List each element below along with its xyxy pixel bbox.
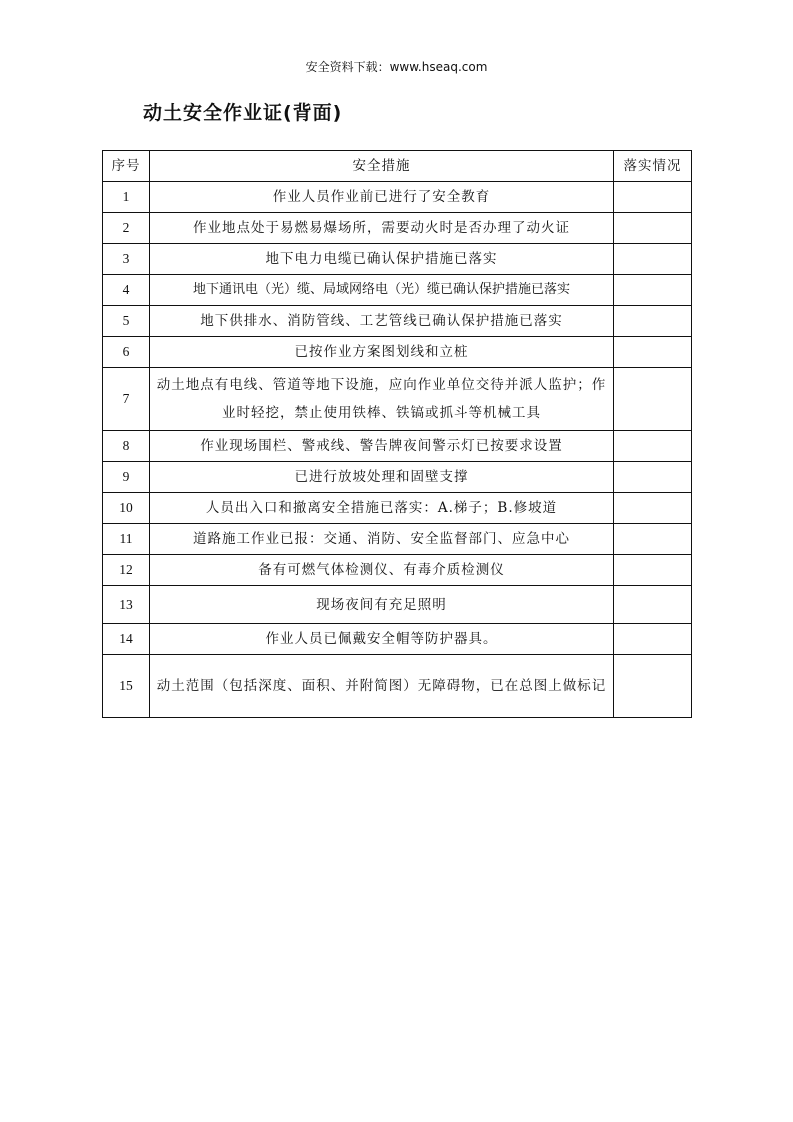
row-status-cell[interactable]	[614, 493, 692, 524]
row-number: 9	[103, 462, 150, 493]
document-title: 动土安全作业证(背面)	[143, 102, 343, 124]
row-number: 6	[103, 337, 150, 368]
table-row	[103, 368, 692, 431]
row-status-cell[interactable]	[614, 586, 692, 624]
row-measure: 作业地点处于易燃易爆场所，需要动火时是否办理了动火证	[150, 213, 614, 244]
table-row	[103, 306, 692, 337]
row-measure: 动土范围（包括深度、面积、并附简图）无障碍物，已在总图上做标记	[150, 655, 614, 718]
row-measure: 已进行放坡处理和固壁支撑	[150, 462, 614, 493]
page-header: 安全资料下载：www.hseaq.com	[305, 60, 488, 74]
row-number: 10	[103, 493, 150, 524]
row-status-cell[interactable]	[614, 431, 692, 462]
row-number: 3	[103, 244, 150, 275]
table-row	[103, 624, 692, 655]
table-row	[103, 244, 692, 275]
row-status-cell[interactable]	[614, 555, 692, 586]
row-measure: 作业人员作业前已进行了安全教育	[150, 182, 614, 213]
row-measure: 地下通讯电（光）缆、局域网络电（光）缆已确认保护措施已落实	[150, 275, 614, 306]
row-status-cell[interactable]	[614, 244, 692, 275]
row-measure: 作业人员已佩戴安全帽等防护器具。	[150, 624, 614, 655]
table-row	[103, 431, 692, 462]
table-row	[103, 555, 692, 586]
table-row	[103, 462, 692, 493]
row-number: 14	[103, 624, 150, 655]
row-status-cell[interactable]	[614, 624, 692, 655]
row-number: 1	[103, 182, 150, 213]
table-row	[103, 524, 692, 555]
row-number: 12	[103, 555, 150, 586]
row-measure: 地下电力电缆已确认保护措施已落实	[150, 244, 614, 275]
column-header-measure: 安全措施	[150, 151, 614, 182]
row-number: 13	[103, 586, 150, 624]
table-row	[103, 275, 692, 306]
row-number: 5	[103, 306, 150, 337]
row-measure: 现场夜间有充足照明	[150, 586, 614, 624]
row-measure: 道路施工作业已报：交通、消防、安全监督部门、应急中心	[150, 524, 614, 555]
table-row	[103, 337, 692, 368]
row-status-cell[interactable]	[614, 275, 692, 306]
column-header-status: 落实情况	[614, 151, 692, 182]
table-row	[103, 493, 692, 524]
row-number: 8	[103, 431, 150, 462]
table-row	[103, 182, 692, 213]
row-measure: 已按作业方案图划线和立桩	[150, 337, 614, 368]
column-header-number: 序号	[103, 151, 150, 182]
row-number: 7	[103, 368, 150, 431]
row-status-cell[interactable]	[614, 306, 692, 337]
row-status-cell[interactable]	[614, 182, 692, 213]
table-row	[103, 586, 692, 624]
row-status-cell[interactable]	[614, 337, 692, 368]
row-status-cell[interactable]	[614, 213, 692, 244]
table-row	[103, 213, 692, 244]
row-status-cell[interactable]	[614, 655, 692, 718]
row-measure: 人员出入口和撤离安全措施已落实：A.梯子；B.修坡道	[150, 493, 614, 524]
safety-measures-table	[102, 150, 692, 718]
row-measure: 作业现场围栏、警戒线、警告牌夜间警示灯已按要求设置	[150, 431, 614, 462]
row-number: 4	[103, 275, 150, 306]
row-measure: 备有可燃气体检测仪、有毒介质检测仪	[150, 555, 614, 586]
row-number: 15	[103, 655, 150, 718]
row-status-cell[interactable]	[614, 462, 692, 493]
row-measure: 动土地点有电线、管道等地下设施，应向作业单位交待并派人监护；作业时轻挖，禁止使用铁棒、铁镐或抓斗等机械工具	[150, 368, 614, 431]
row-status-cell[interactable]	[614, 368, 692, 431]
row-number: 11	[103, 524, 150, 555]
table-row	[103, 655, 692, 718]
row-number: 2	[103, 213, 150, 244]
row-measure: 地下供排水、消防管线、工艺管线已确认保护措施已落实	[150, 306, 614, 337]
row-status-cell[interactable]	[614, 524, 692, 555]
